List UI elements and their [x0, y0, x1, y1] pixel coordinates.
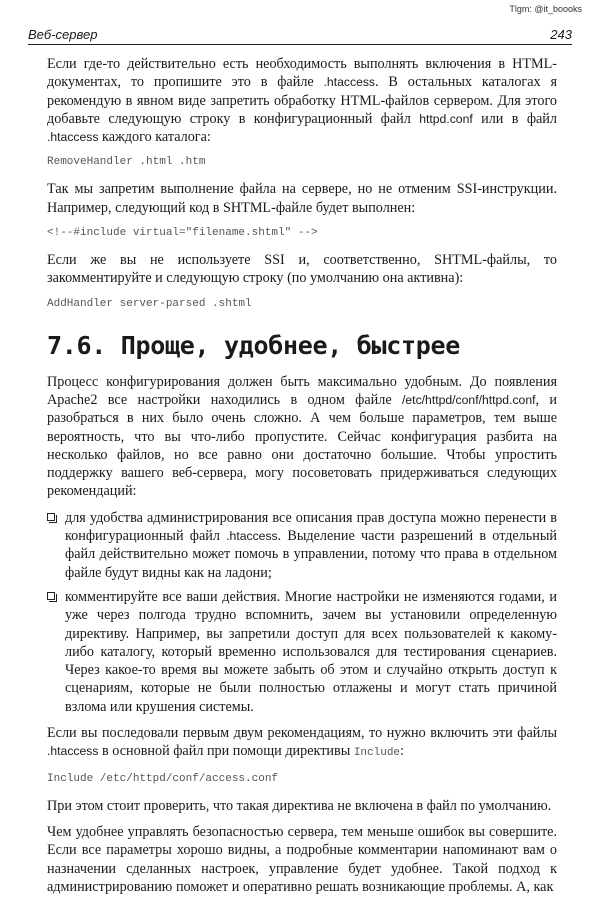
paragraph: Чем удобнее управлять безопасностью сервера, тем меньше ошибок вы совершите. Если все параметры хорошо видны, а подробные комментарии напоминают вам о назначении сделанных настроек, управление будет удобнее. Такой подход к администрированию поможет и оперативно решать возникающие проблемы. А, как	[47, 823, 557, 895]
paragraph: Так мы запретим выполнение файла на сервере, но не отменим SSI-инструкции. Например, следующий код в SHTML-файле будет выполнен:	[47, 181, 557, 216]
inline-path: /etc/httpd/conf/httpd.conf	[402, 392, 536, 407]
code-line: RemoveHandler .html .htm	[47, 156, 206, 169]
checkbox-bullet-icon	[47, 513, 55, 521]
inline-filename: .htaccess	[47, 130, 99, 145]
code-line: <!--#include virtual="filename.shtml" -->	[47, 227, 318, 240]
paragraph: Процесс конфигурирования должен быть максимально удобным. До появления Apache2 все настройки находились в одном файле /etc/httpd/conf/httpd.conf, и разобраться в них было очень сложно. А чем больше параметров, тем выше вероятность, что вы что-либо пропустите. Сейчас конфигурация разбита на несколько файлов, но все равно они достаточно большие. Чтобы упростить поддержку вашего веб-сервера, могу посоветовать придерживаться следующих рекомендаций:	[47, 373, 558, 500]
list-item: комментируйте все ваши действия. Многие настройки не изменяются годами, и уже через полгода трудно вспомнить, зачем вы установили определенную директиву. Например, вы запретили доступ для всех пользователей к какому-либо каталогу, который временно использовался для тестирования сценариев. Через какое-то время вы можете забыть об этом и случайно открыть доступ к сценариям, которые не были полностью отлажены и могут стать причиной взлома или крушения системы.	[47, 588, 557, 716]
code-line: Include /etc/httpd/conf/access.conf	[47, 772, 279, 785]
section-heading: 7.6. Проще, удобнее, быстрее	[47, 330, 461, 360]
list-item: для удобства администрирования все описания прав доступа можно перенести в конфигурационный файл .htaccess. Выделение части разрешений в отдельный файл действительно может помочь в управлении, потому что права в отдельном файле будут видны как на ладони;	[47, 509, 557, 582]
inline-filename: .htaccess	[226, 529, 278, 544]
watermark-text: Tlgm: @it_boooks	[509, 4, 582, 14]
inline-filename: .htaccess	[47, 744, 99, 759]
recommendation-list	[47, 509, 557, 716]
paragraph: Если где-то действительно есть необходимость выполнять включения в HTML-документах, то пропишите это в файле .htaccess. В остальных каталогах я рекомендую в явном виде запретить обработку HTML-файлов сервером. Для этого добавьте следующую строку в конфигурационный файл httpd.conf или в файл .htaccess каждого каталога:	[47, 56, 557, 146]
inline-filename: httpd.conf	[419, 111, 473, 126]
paragraph: Если же вы не используете SSI и, соответственно, SHTML-файлы, то закомментируйте и следующую строку (по умолчанию она активна):	[47, 252, 557, 287]
code-line: AddHandler server-parsed .shtml	[47, 297, 252, 310]
page-body	[47, 55, 557, 904]
running-header	[28, 22, 572, 45]
inline-filename: .htaccess	[323, 75, 376, 90]
section-name: Веб-сервер	[28, 27, 98, 42]
inline-directive: Include	[353, 747, 401, 760]
paragraph: При этом стоит проверить, что такая директива не включена в файл по умолчанию.	[47, 797, 552, 814]
paragraph: Если вы последовали первым двум рекомендациям, то нужно включить эти файлы .htaccess в основной файл при помощи директивы Include:	[47, 725, 557, 760]
checkbox-bullet-icon	[47, 592, 55, 600]
page-number: 243	[550, 27, 572, 42]
